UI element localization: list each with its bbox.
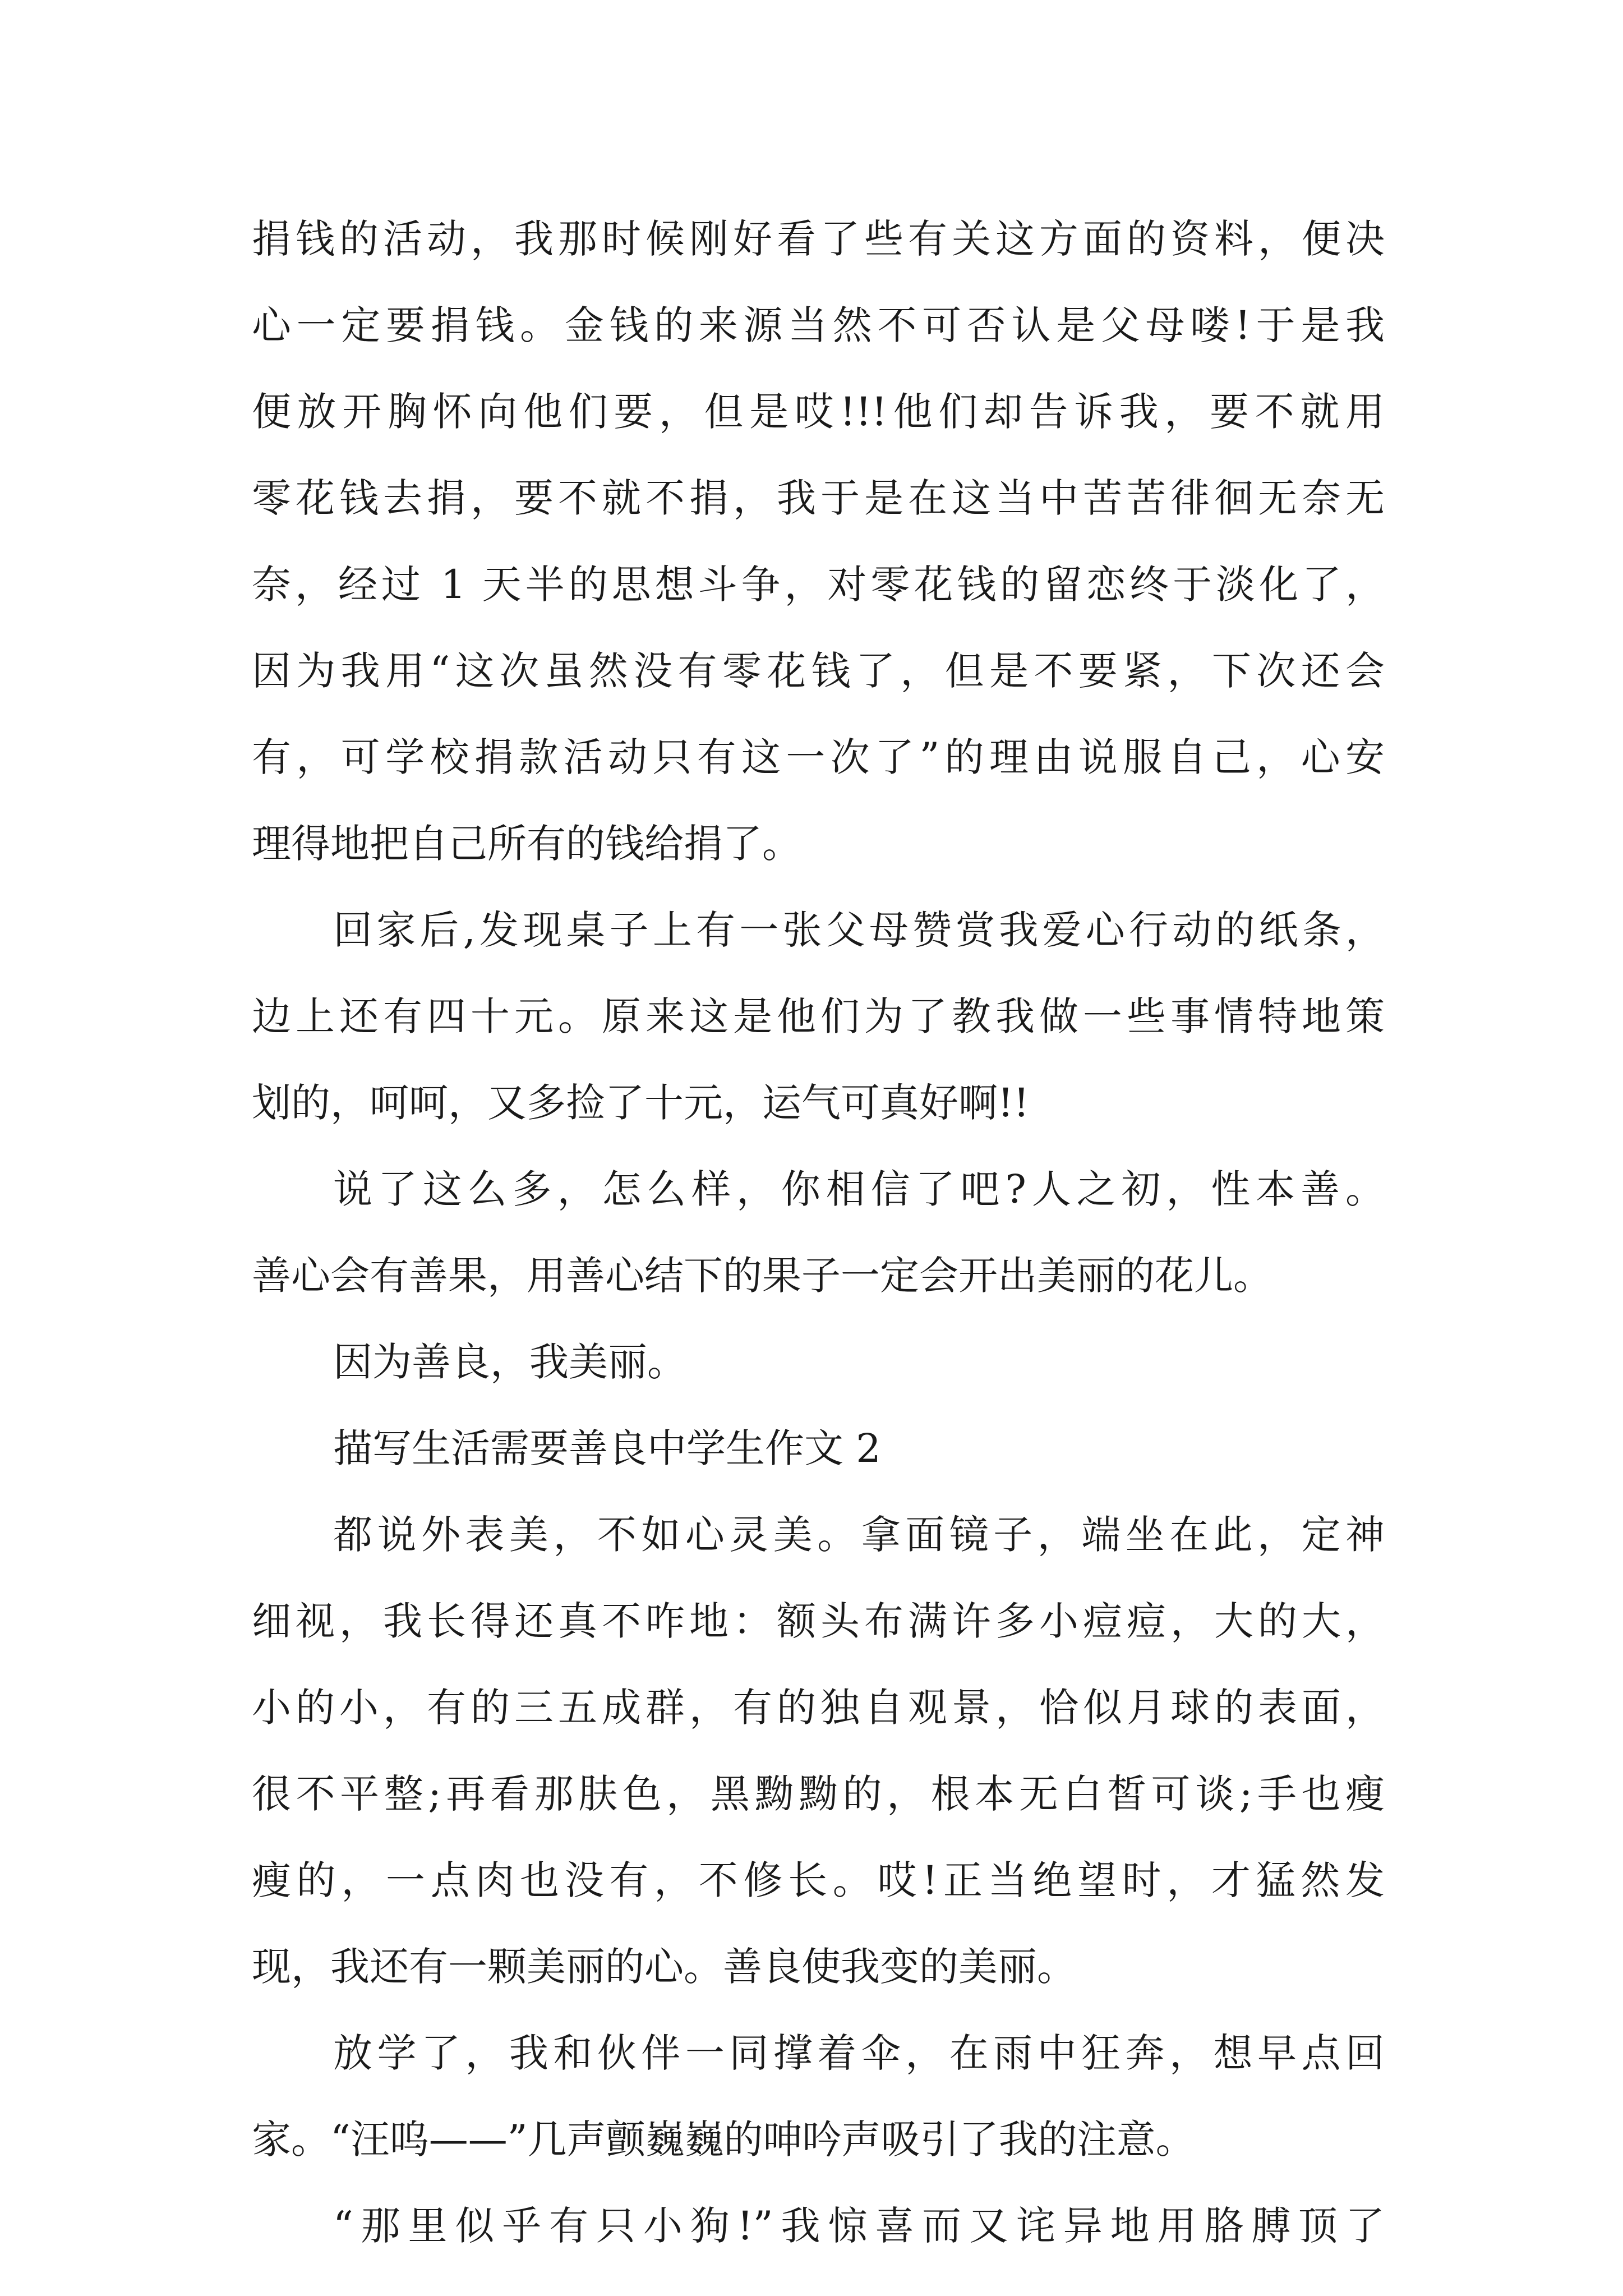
text-line: 便放开胸怀向他们要，但是哎!!!他们却告诉我，要不就用 bbox=[252, 389, 1385, 435]
section-heading: 描写生活需要善良中学生作文 2 bbox=[333, 1425, 881, 1471]
text-line: 现，我还有一颗美丽的心。善良使我变的美丽。 bbox=[252, 1944, 1076, 1990]
text-line: 很不平整;再看那肤色，黑黝黝的，根本无白皙可谈;手也瘦 bbox=[252, 1771, 1385, 1817]
text-line: 善心会有善果，用善心结下的果子一定会开出美丽的花儿。 bbox=[252, 1253, 1272, 1299]
text-line: 瘦的，一点肉也没有，不修长。哎!正当绝望时，才猛然发 bbox=[252, 1857, 1385, 1903]
text-line: 家。“汪呜——”几声颤巍巍的呻吟声吸引了我的注意。 bbox=[252, 2116, 1195, 2162]
text-line: 因为我用“这次虽然没有零花钱了，但是不要紧，下次还会 bbox=[252, 648, 1385, 694]
text-line: “那里似乎有只小狗!”我惊喜而又诧异地用胳膊顶了 bbox=[333, 2203, 1385, 2249]
text-line: 都说外表美，不如心灵美。拿面镜子，端坐在此，定神 bbox=[333, 1512, 1385, 1558]
text-line: 因为善良，我美丽。 bbox=[333, 1339, 686, 1385]
text-line: 说了这么多，怎么样，你相信了吧?人之初，性本善。 bbox=[333, 1166, 1385, 1212]
text-line: 划的，呵呵，又多捡了十元，运气可真好啊!! bbox=[252, 1080, 1030, 1126]
text-line: 理得地把自己所有的钱给捐了。 bbox=[252, 821, 801, 867]
text-line: 奈，经过 1 天半的思想斗争，对零花钱的留恋终于淡化了， bbox=[252, 562, 1385, 608]
text-line: 细视，我长得还真不咋地：额头布满许多小痘痘，大的大， bbox=[252, 1598, 1385, 1644]
text-line: 放学了，我和伙伴一同撑着伞，在雨中狂奔，想早点回 bbox=[333, 2030, 1385, 2076]
text-line: 有，可学校捐款活动只有这一次了”的理由说服自己，心安 bbox=[252, 734, 1385, 780]
text-line: 边上还有四十元。原来这是他们为了教我做一些事情特地策 bbox=[252, 993, 1385, 1039]
text-line: 小的小，有的三五成群，有的独自观景，恰似月球的表面， bbox=[252, 1685, 1385, 1731]
text-line: 零花钱去捐，要不就不捐，我于是在这当中苦苦徘徊无奈无 bbox=[252, 475, 1385, 521]
text-line: 回家后,发现桌子上有一张父母赞赏我爱心行动的纸条， bbox=[333, 907, 1385, 953]
text-line: 心一定要捐钱。金钱的来源当然不可否认是父母喽!于是我 bbox=[252, 302, 1385, 348]
text-line: 捐钱的活动，我那时候刚好看了些有关这方面的资料，便决 bbox=[252, 216, 1385, 262]
